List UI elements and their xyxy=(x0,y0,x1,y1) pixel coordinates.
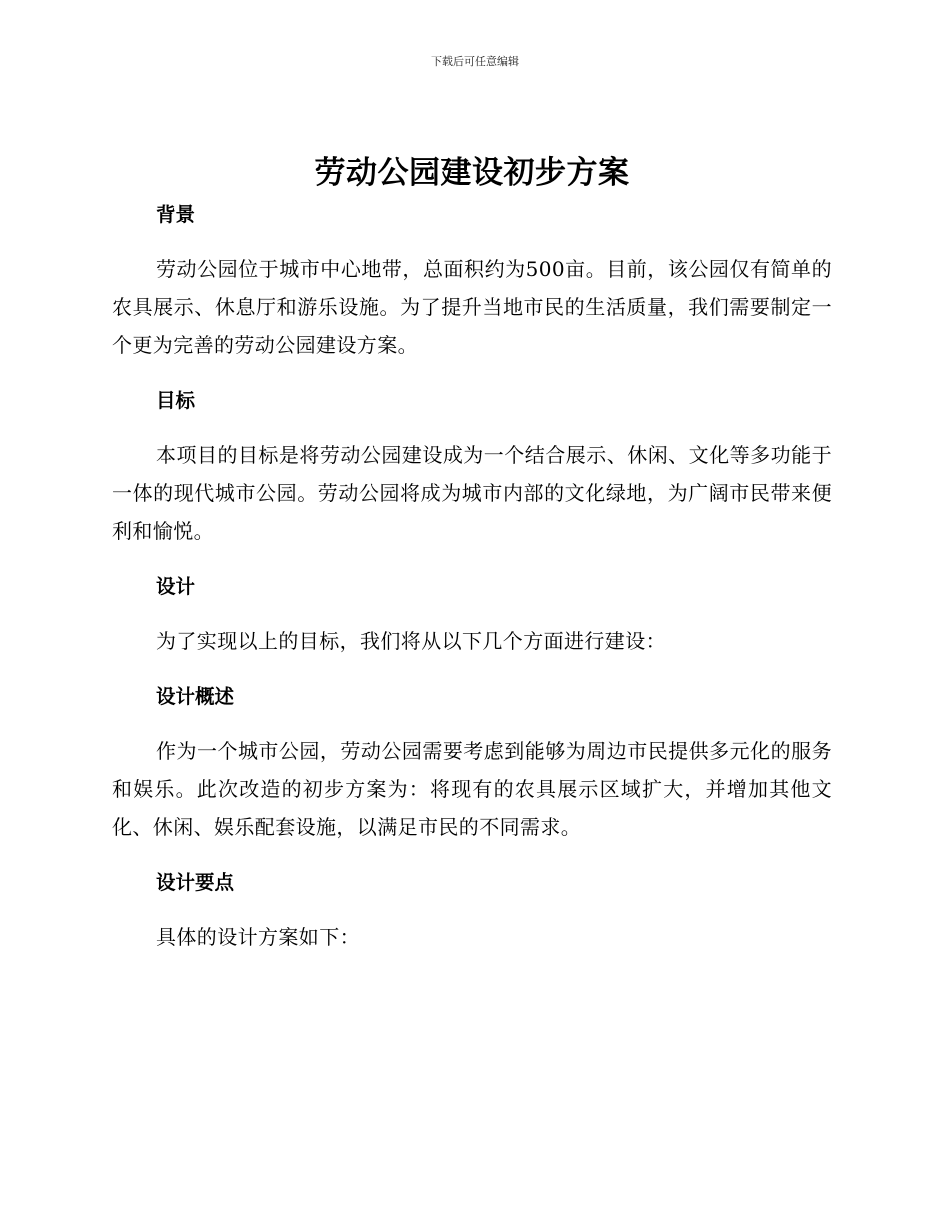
section-paragraph: 为了实现以上的目标，我们将从以下几个方面进行建设： xyxy=(156,629,666,653)
section-design-overview xyxy=(112,678,832,846)
section-design-points xyxy=(112,864,832,956)
section-heading: 背景 xyxy=(156,203,196,226)
section-paragraph: 作为一个城市公园，劳动公园需要考虑到能够为周边市民提供多元化的服务和娱乐。此次改造的初步方案为：将现有的农具展示区域扩大，并增加其他文化、休闲、娱乐配套设施，以满足市民的不同需求。 xyxy=(112,739,832,839)
section-background xyxy=(112,196,832,364)
section-paragraph: 劳动公园位于城市中心地带，总面积约为500亩。目前，该公园仅有简单的农具展示、休息厅和游乐设施。为了提升当地市民的生活质量，我们需要制定一个更为完善的劳动公园建设方案。 xyxy=(112,257,832,357)
page-header: 下载后可任意编辑 xyxy=(431,55,519,68)
document-title: 劳动公园建设初步方案 xyxy=(314,155,630,191)
section-heading: 设计 xyxy=(156,575,196,598)
section-design xyxy=(112,568,832,660)
document-body xyxy=(112,150,832,956)
section-paragraph: 本项目的目标是将劳动公园建设成为一个结合展示、休闲、文化等多功能于一体的现代城市公园。劳动公园将成为城市内部的文化绿地，为广阔市民带来便利和愉悦。 xyxy=(112,443,832,543)
section-heading: 设计要点 xyxy=(156,871,235,894)
section-paragraph: 具体的设计方案如下： xyxy=(156,925,360,949)
section-goal xyxy=(112,382,832,550)
section-heading: 目标 xyxy=(156,389,196,412)
section-heading: 设计概述 xyxy=(156,685,235,708)
